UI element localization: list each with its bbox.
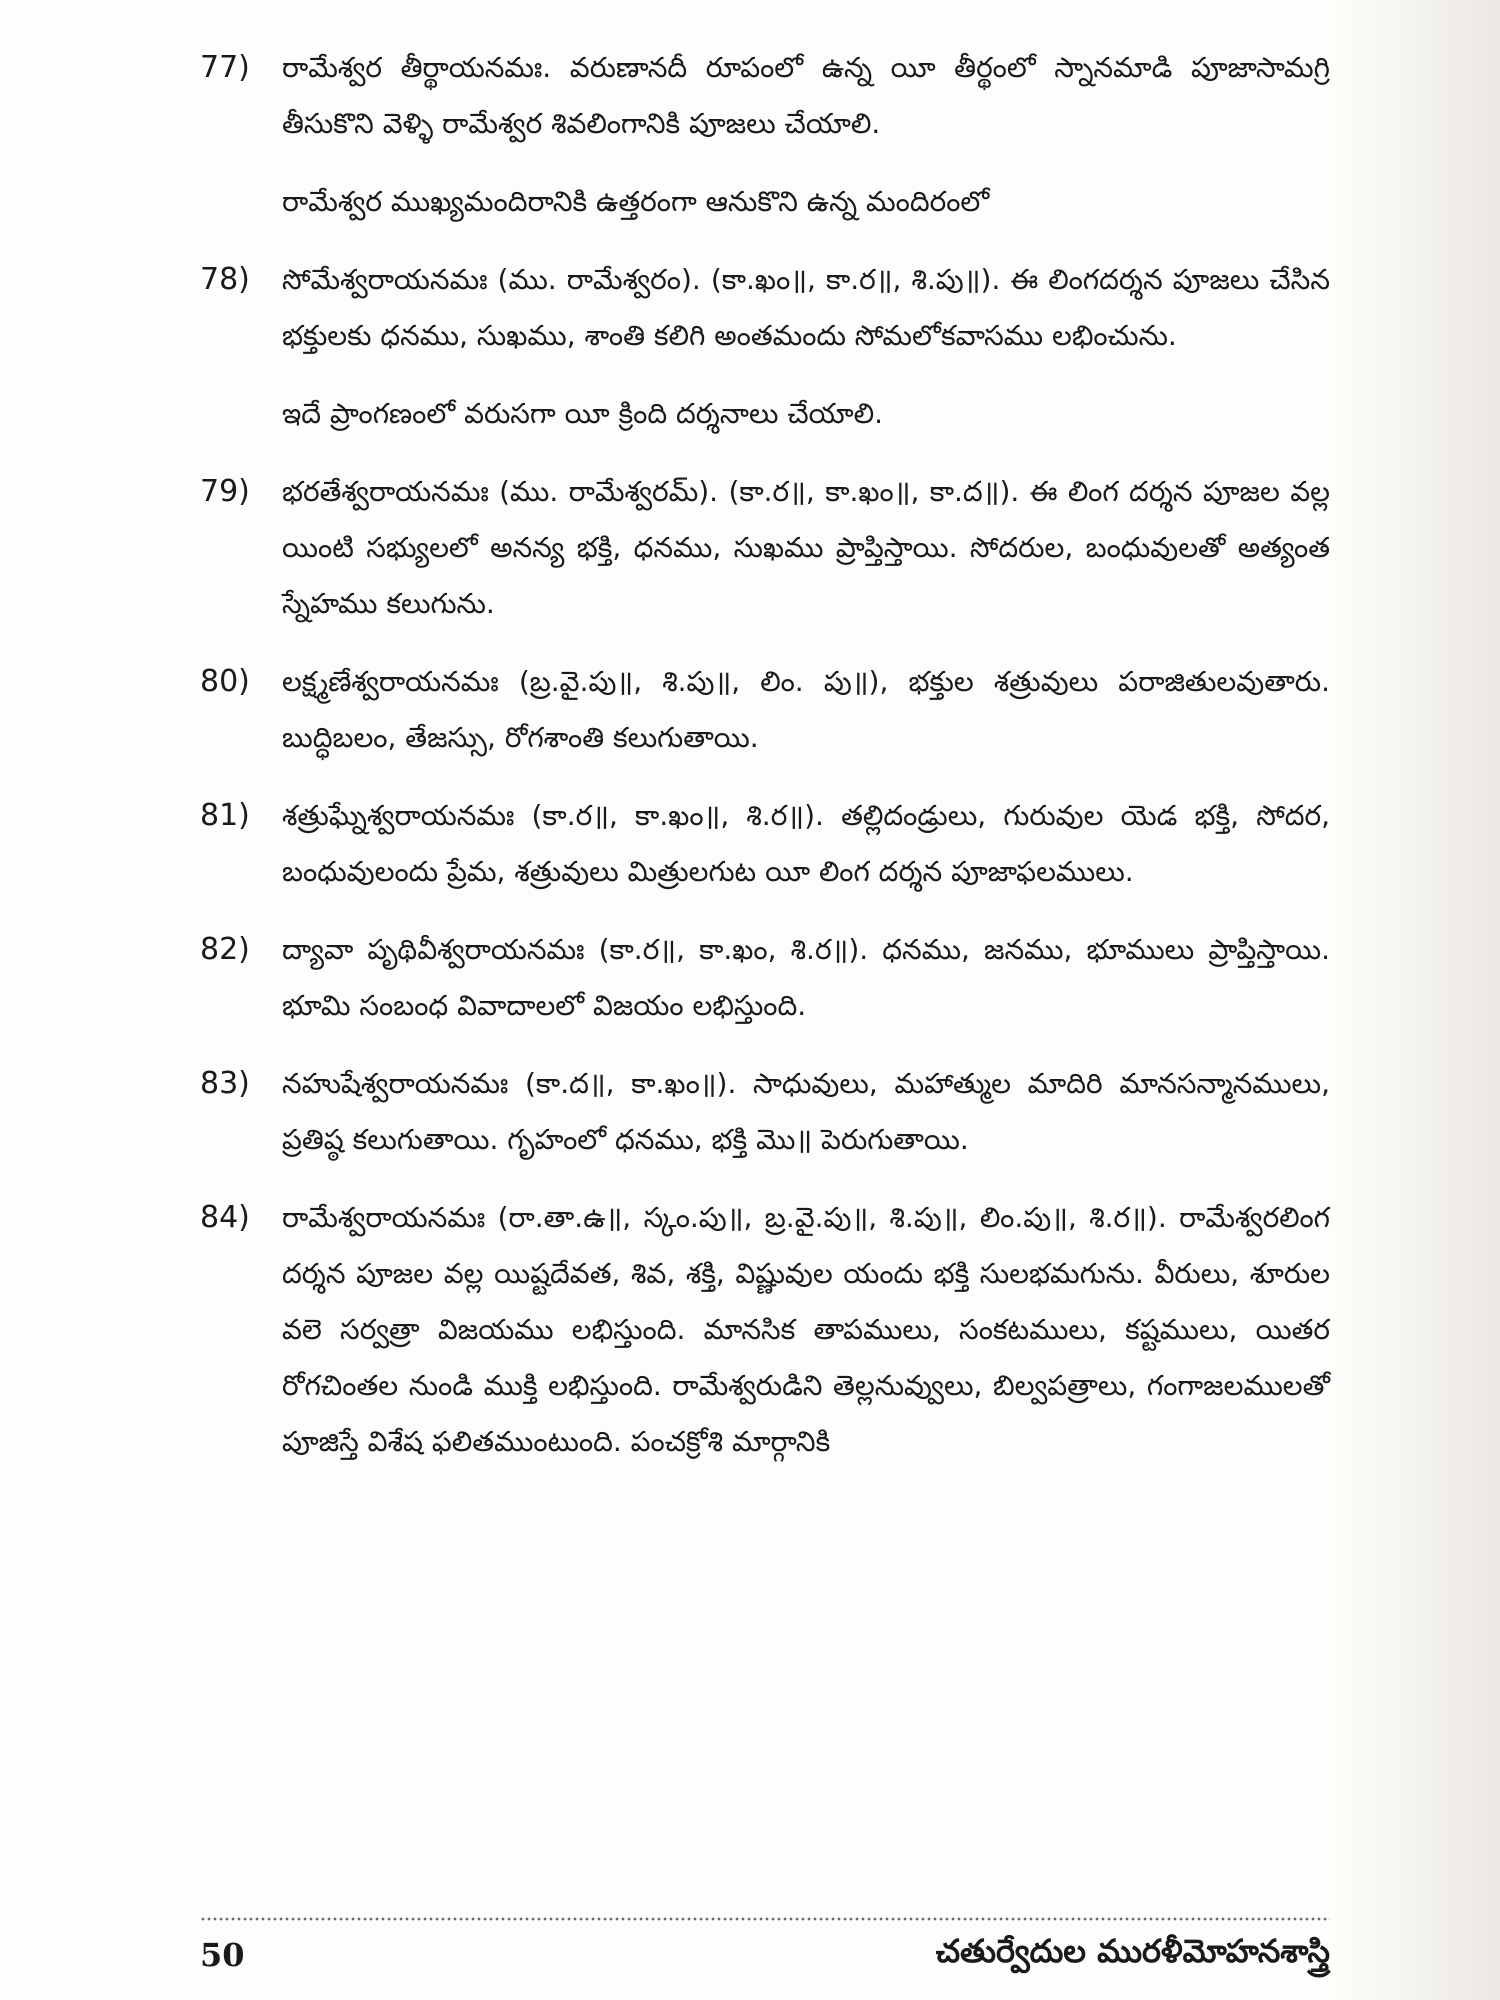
- entry-78: [200, 252, 1330, 364]
- section-note: రామేశ్వర ముఖ్యమందిరానికి ఉత్తరంగా ఆనుకొని ఉన్న మందిరంలో: [282, 185, 990, 218]
- entry-text: శత్రుఘ్నేశ్వరాయనమః (కా.ర॥, కా.ఖం॥, శి.ర॥). తల్లిదండ్రులు, గురువుల యెడ భక్తి, సోదర, బంధువులందు ప్రేమ, శత్రువులు మిత్రులగుట యీ లింగ దర్శన పూజాఫలములు.: [282, 799, 1330, 888]
- entry-80: [200, 654, 1330, 766]
- entry-text: సోమేశ్వరాయనమః (ము. రామేశ్వరం). (కా.ఖం॥, కా.ర॥, శి.పు॥). ఈ లింగదర్శన పూజలు చేసిన భక్తులకు ధనము, సుఖము, శాంతి కలిగి అంతమందు సోమలోకవాసము లభించును.: [282, 263, 1330, 352]
- entry-number: 83): [200, 1066, 250, 1101]
- entry-77: [200, 40, 1330, 152]
- entry-text: ద్యావా పృథివీశ్వరాయనమః (కా.ర॥, కా.ఖం, శి.ర॥). ధనము, జనము, భూములు ప్రాప్తిస్తాయి. భూమి సంబంధ వివాదాలలో విజయం లభిస్తుంది.: [282, 933, 1330, 1022]
- entry-81: [200, 788, 1330, 900]
- entry-number: 79): [200, 474, 250, 509]
- page-footer: [200, 1930, 1330, 1986]
- entry-number: 77): [200, 50, 250, 85]
- entry-number: 80): [200, 664, 250, 699]
- entry-text: భరతేశ్వరాయనమః (ము. రామేశ్వరమ్). (కా.ర॥, కా.ఖం॥, కా.ద॥). ఈ లింగ దర్శన పూజల వల్ల యింటి సభ్యులలో అనన్య భక్తి, ధనము, సుఖము ప్రాప్తిస్తాయి. సోదరుల, బంధువులతో అత్యంత స్నేహము కలుగును.: [282, 475, 1330, 620]
- entry-text: రామేశ్వర తీర్థాయనమః. వరుణానదీ రూపంలో ఉన్న యీ తీర్థంలో స్నానమాడి పూజాసామగ్రి తీసుకొని వెళ్ళి రామేశ్వర శివలింగానికి పూజలు చేయాలి.: [282, 51, 1330, 140]
- entry-82: [200, 922, 1330, 1034]
- author-name: చతుర్వేదుల మురళీమోహనశాస్త్రి: [935, 1932, 1330, 1970]
- entry-text: రామేశ్వరాయనమః (రా.తా.ఉ॥, స్కం.పు॥, బ్ర.వై.పు॥, శి.పు॥, లిం.పు॥, శి.ర॥). రామేశ్వరలింగ దర్శన పూజల వల్ల యిష్టదేవత, శివ, శక్తి, విష్ణువుల యందు భక్తి సులభమగును. వీరులు, శూరుల వలె సర్వత్రా విజయము లభిస్తుంది. మానసిక తాపములు, సంకటములు, కష్టములు, యితర రోగచింతల నుండి ముక్తి లభిస్తుంది. రామేశ్వరుడిని తెల్లనువ్వులు, బిల్వపత్రాలు, గంగాజలములతో పూజిస్తే విశేష ఫలితముంటుంది. పంచక్రోశి మార్గానికి: [282, 1201, 1330, 1458]
- page-body: [200, 40, 1330, 1478]
- entry-number: 82): [200, 932, 250, 967]
- entry-number: 81): [200, 798, 250, 833]
- entry-83: [200, 1056, 1330, 1168]
- footer-dotted-rule: [200, 1916, 1330, 1922]
- entry-text: నహుషేశ్వరాయనమః (కా.ద॥, కా.ఖం॥). సాధువులు, మహాత్ముల మాదిరి మానసన్మానములు, ప్రతిష్ఠ కలుగుతాయి. గృహంలో ధనము, భక్తి మొ॥ పెరుగుతాయి.: [282, 1067, 1330, 1156]
- entry-text: లక్ష్మణేశ్వరాయనమః (బ్ర.వై.పు॥, శి.పు॥, లిం. పు॥), భక్తుల శత్రువులు పరాజితులవుతారు. బుద్ధిబలం, తేజస్సు, రోగశాంతి కలుగుతాయి.: [282, 665, 1330, 754]
- page-edge-shadow: [1330, 0, 1500, 2000]
- entry-number: 78): [200, 262, 250, 297]
- entry-84: [200, 1190, 1330, 1470]
- page-number: 50: [200, 1936, 245, 1974]
- entry-number: 84): [200, 1200, 250, 1235]
- section-note: ఇదే ప్రాంగణంలో వరుసగా యీ క్రింది దర్శనాలు చేయాలి.: [282, 397, 884, 430]
- entry-79: [200, 464, 1330, 632]
